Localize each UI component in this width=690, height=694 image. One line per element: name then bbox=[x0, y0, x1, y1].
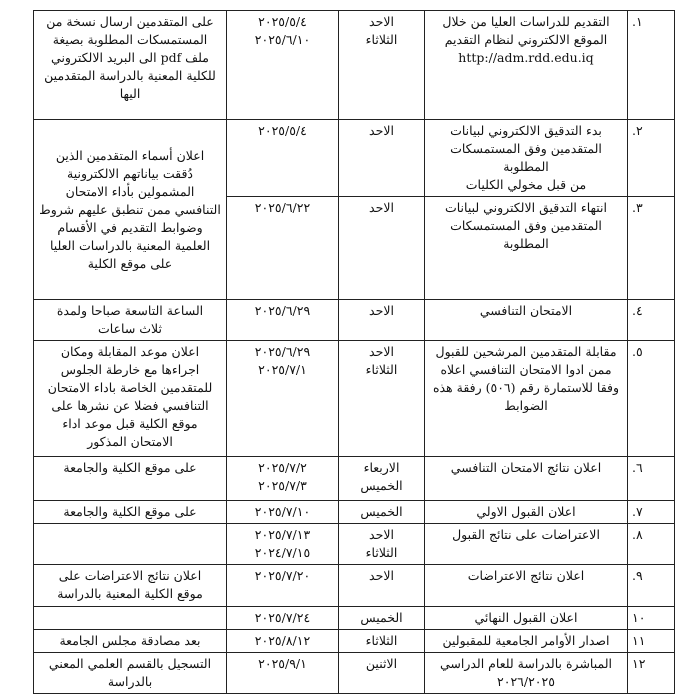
task-cell: المباشرة بالدراسة للعام الدراسي ٢٠٢٦/٢٠٢٥ bbox=[425, 653, 628, 694]
note-cell: الساعة التاسعة صباحا ولمدة ثلاث ساعات bbox=[34, 300, 227, 341]
task-cell: اعلان نتائج الاعتراضات bbox=[425, 565, 628, 607]
note-cell: بعد مصادقة مجلس الجامعة bbox=[34, 630, 227, 653]
date-cell: ٢٠٢٥/٧/١٠ bbox=[227, 501, 339, 524]
note-cell bbox=[34, 524, 227, 565]
table-row bbox=[34, 457, 675, 501]
row-number: ٦. bbox=[628, 457, 675, 501]
row-number: ٧. bbox=[628, 501, 675, 524]
row-number: ٥. bbox=[628, 341, 675, 457]
note-cell bbox=[34, 607, 227, 630]
table-row bbox=[34, 653, 675, 694]
note-cell: اعلان نتائج الاعتراضات على موقع الكلية المعنية بالدراسة bbox=[34, 565, 227, 607]
day-cell: الاحد bbox=[339, 120, 425, 197]
table-row bbox=[34, 630, 675, 653]
table-row bbox=[34, 565, 675, 607]
note-cell: اعلان موعد المقابلة ومكان اجراءها مع خارطة الجلوس للمتقدمين الخاصة باداء الامتحان التنافسي فضلا عن نشرها على موقع الكلية قبل موعد اداء الامتحان المذكور bbox=[34, 341, 227, 457]
date-cell: ٢٠٢٥/٥/٤ ٢٠٢٥/٦/١٠ bbox=[227, 11, 339, 120]
task-cell: اصدار الأوامر الجامعية للمقبولين bbox=[425, 630, 628, 653]
day-cell: الاحد الثلاثاء bbox=[339, 524, 425, 565]
date-cell: ٢٠٢٥/٧/٢٠ bbox=[227, 565, 339, 607]
task-cell: اعلان القبول الاولي bbox=[425, 501, 628, 524]
task-cell: اعلان نتائج الامتحان التنافسي bbox=[425, 457, 628, 501]
date-cell: ٢٠٢٥/٧/٢٤ bbox=[227, 607, 339, 630]
note-cell: اعلان أسماء المتقدمين الذين دُققت بياناتهم الالكترونية المشمولين بأداء الامتحان التنافسي ممن تنطبق عليهم شروط وضوابط التقديم في الأقسام العلمية المعنية بالدراسات العليا على موقع الكلية bbox=[34, 120, 227, 300]
date-cell: ٢٠٢٥/٩/١ bbox=[227, 653, 339, 694]
date-cell: ٢٠٢٥/٦/٢٢ bbox=[227, 197, 339, 300]
row-number: ١١ bbox=[628, 630, 675, 653]
day-cell: الثلاثاء bbox=[339, 630, 425, 653]
date-cell: ٢٠٢٥/٨/١٢ bbox=[227, 630, 339, 653]
day-cell: الخميس bbox=[339, 501, 425, 524]
day-cell: الاربعاء الخميس bbox=[339, 457, 425, 501]
date-cell: ٢٠٢٥/٥/٤ bbox=[227, 120, 339, 197]
date-cell: ٢٠٢٥/٧/١٣ ٢٠٢٤/٧/١٥ bbox=[227, 524, 339, 565]
day-cell: الاحد الثلاثاء bbox=[339, 341, 425, 457]
day-cell: الاحد الثلاثاء bbox=[339, 11, 425, 120]
row-number: ١. bbox=[628, 11, 675, 120]
table-row bbox=[34, 120, 675, 197]
day-cell: الاحد bbox=[339, 300, 425, 341]
task-cell: مقابلة المتقدمين المرشحين للقبول ممن ادوا الامتحان التنافسي اعلاه وفقا للاستمارة رقم (٥٠٦) رفقة هذه الضوابط bbox=[425, 341, 628, 457]
table-row bbox=[34, 341, 675, 457]
day-cell: الاحد bbox=[339, 565, 425, 607]
table-row bbox=[34, 11, 675, 120]
note-cell: على موقع الكلية والجامعة bbox=[34, 457, 227, 501]
row-number: ٩. bbox=[628, 565, 675, 607]
table-row bbox=[34, 607, 675, 630]
row-number: ٨. bbox=[628, 524, 675, 565]
schedule-table bbox=[33, 10, 675, 694]
row-number: ١٠ bbox=[628, 607, 675, 630]
row-number: ٤. bbox=[628, 300, 675, 341]
note-cell: على موقع الكلية والجامعة bbox=[34, 501, 227, 524]
row-number: ١٢ bbox=[628, 653, 675, 694]
day-cell: الخميس bbox=[339, 607, 425, 630]
date-cell: ٢٠٢٥/٦/٢٩ bbox=[227, 300, 339, 341]
day-cell: الاحد bbox=[339, 197, 425, 300]
task-cell: انتهاء التدقيق الالكتروني لبيانات المتقدمين وفق المستمسكات المطلوبة bbox=[425, 197, 628, 300]
table-row bbox=[34, 300, 675, 341]
task-cell: التقديم للدراسات العليا من خلال الموقع الالكتروني لنظام التقديم http://adm.rdd.edu.iq bbox=[425, 11, 628, 120]
date-cell: ٢٠٢٥/٦/٢٩ ٢٠٢٥/٧/١ bbox=[227, 341, 339, 457]
task-cell: الاعتراضات على نتائج القبول bbox=[425, 524, 628, 565]
task-cell: بدء التدقيق الالكتروني لبيانات المتقدمين وفق المستمسكات المطلوبة من قبل مخولي الكليات bbox=[425, 120, 628, 197]
date-cell: ٢٠٢٥/٧/٢ ٢٠٢٥/٧/٣ bbox=[227, 457, 339, 501]
table-row bbox=[34, 524, 675, 565]
task-cell: اعلان القبول النهائي bbox=[425, 607, 628, 630]
application-url: http://adm.rdd.edu.iq bbox=[458, 50, 594, 65]
note-cell: التسجيل بالقسم العلمي المعني بالدراسة bbox=[34, 653, 227, 694]
day-cell: الاثنين bbox=[339, 653, 425, 694]
task-cell: الامتحان التنافسي bbox=[425, 300, 628, 341]
table-row bbox=[34, 501, 675, 524]
note-cell: على المتقدمين ارسال نسخة من المستمسكات المطلوبة بصيغة ملف pdf الى البريد الالكتروني للكلية المعنية بالدراسة المتقدمين اليها bbox=[34, 11, 227, 120]
row-number: ٢. bbox=[628, 120, 675, 197]
row-number: ٣. bbox=[628, 197, 675, 300]
